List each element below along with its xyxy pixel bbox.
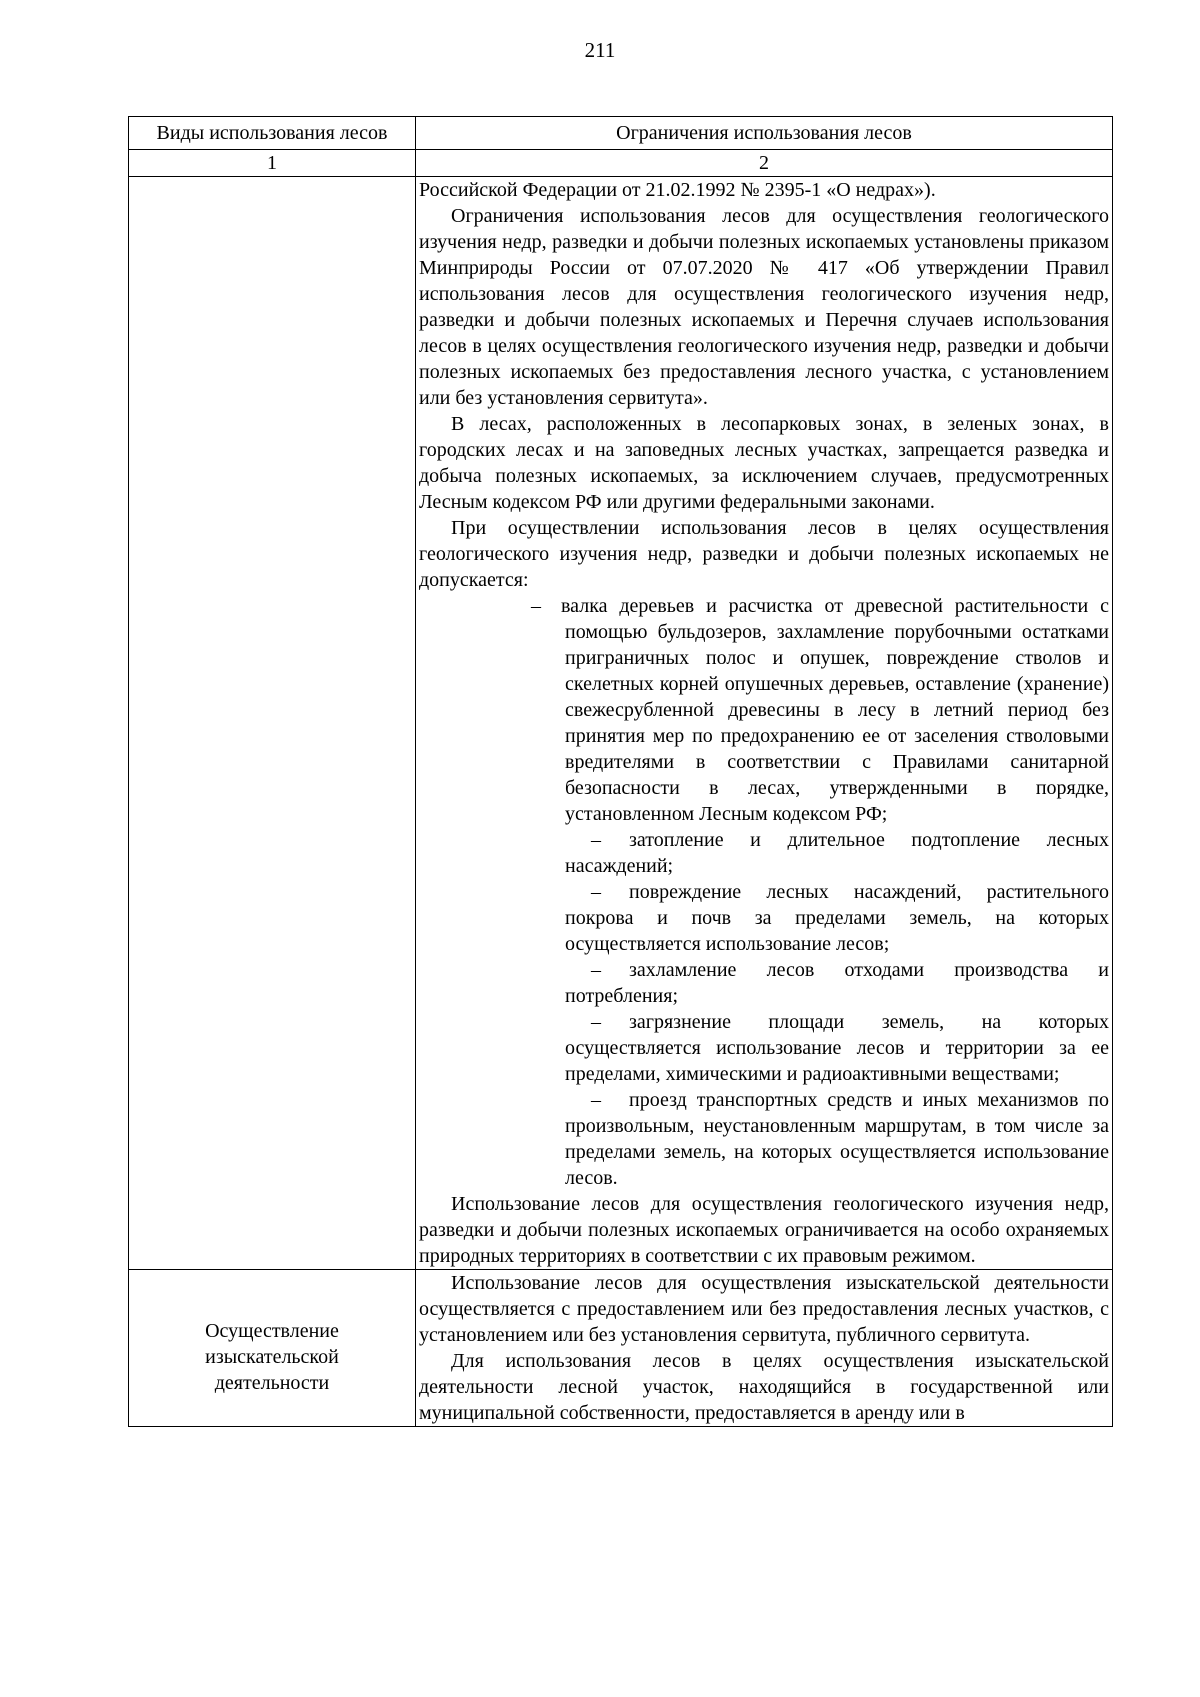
- dash-marker: –: [591, 1089, 601, 1111]
- dash-marker: –: [531, 595, 541, 617]
- row2-use-type: [129, 1270, 416, 1427]
- continued-paragraph: Российской Федерации от 21.02.1992 № 2395-1 «О недрах»).: [419, 179, 936, 201]
- table-header-row: [129, 117, 1113, 150]
- list-item-text: затопление и длительное подтопление лесных насаждений;: [565, 829, 1109, 877]
- list-item: [565, 1009, 1109, 1087]
- dash-marker: –: [591, 959, 601, 981]
- list-item: [565, 1087, 1109, 1191]
- restrictions-table: [128, 116, 1113, 1427]
- paragraph: Ограничения использования лесов для осуществления геологического изучения недр, разведки и добычи полезных ископаемых установлены приказом Минприроды России от 07.07.2020 № 417 «Об утверждении Правил использования лесов для осуществления геологического изучения недр, разведки и добычи полезных ископаемых и Перечня случаев использования лесов в целях осуществления геологического изучения недр, разведки и добычи полезных ископаемых без предоставления лесного участка, с установлением или без установления сервитута».: [419, 205, 1109, 409]
- paragraph: При осуществлении использования лесов в целях осуществления геологического изучения недр, разведки и добычи полезных ископаемых не допускается:: [419, 517, 1109, 591]
- paragraph: Использование лесов для осуществления изыскательской деятельности осуществляется с предоставлением или без предоставления лесных участков, с установлением или без установления сервитута, публичного сервитута.: [419, 1272, 1109, 1346]
- page-number: 211: [584, 38, 616, 62]
- dash-marker: –: [591, 1011, 601, 1033]
- header-forest-use-restrictions: Ограничения использования лесов: [416, 117, 1113, 150]
- prohibited-actions-list: [419, 593, 1109, 1191]
- paragraph: Использование лесов для осуществления геологического изучения недр, разведки и добычи полезных ископаемых ограничивается на особо охраняемых природных территориях в соответствии с их правовым режимом.: [419, 1193, 1109, 1267]
- row1-restrictions: [416, 177, 1113, 1270]
- list-item: [565, 879, 1109, 957]
- column-number-1: 1: [129, 150, 416, 177]
- paragraph: В лесах, расположенных в лесопарковых зонах, в зеленых зонах, в городских лесах и на заповедных лесных участках, запрещается разведка и добыча полезных ископаемых, за исключением случаев, предусмотренных Лесным кодексом РФ или другими федеральными законами.: [419, 413, 1109, 513]
- table-row: [129, 177, 1113, 1270]
- list-item-text: проезд транспортных средств и иных механизмов по произвольным, неустановленным маршрутам, в том числе за пределами земель, на которых осуществляется использование лесов.: [565, 1089, 1109, 1189]
- table-row: [129, 1270, 1113, 1427]
- row2-restrictions: [416, 1270, 1113, 1427]
- header-forest-use-types: Виды использования лесов: [129, 117, 416, 150]
- dash-marker: –: [591, 829, 601, 851]
- column-number-row: [129, 150, 1113, 177]
- use-type-label: Осуществление изыскательской деятельности: [205, 1320, 339, 1394]
- list-item: [565, 957, 1109, 1009]
- column-number-2: 2: [416, 150, 1113, 177]
- list-item-text: повреждение лесных насаждений, растительного покрова и почв за пределами земель, на которых осуществляется использование лесов;: [565, 881, 1109, 955]
- row1-use-type: [129, 177, 416, 1270]
- dash-marker: –: [591, 881, 601, 903]
- list-item: [531, 593, 1109, 827]
- list-item-text: захламление лесов отходами производства и потребления;: [565, 959, 1109, 1007]
- list-item: [565, 827, 1109, 879]
- list-item-text: загрязнение площади земель, на которых осуществляется использование лесов и территории за ее пределами, химическими и радиоактивными веществами;: [565, 1011, 1109, 1085]
- list-item-text: валка деревьев и расчистка от древесной растительности с помощью бульдозеров, захламление порубочными остатками приграничных полос и опушек, повреждение стволов и скелетных корней опушечных деревьев, оставление (хранение) свежесрубленной древесины в лесу в летний период без принятия мер по предохранению ее от заселения стволовыми вредителями в соответствии с Правилами санитарной безопасности в лесах, утвержденными в порядке, установленном Лесным кодексом РФ;: [561, 595, 1109, 825]
- paragraph: Для использования лесов в целях осуществления изыскательской деятельности лесной участок, находящийся в государственной или муниципальной собственности, предоставляется в аренду или в: [419, 1350, 1109, 1424]
